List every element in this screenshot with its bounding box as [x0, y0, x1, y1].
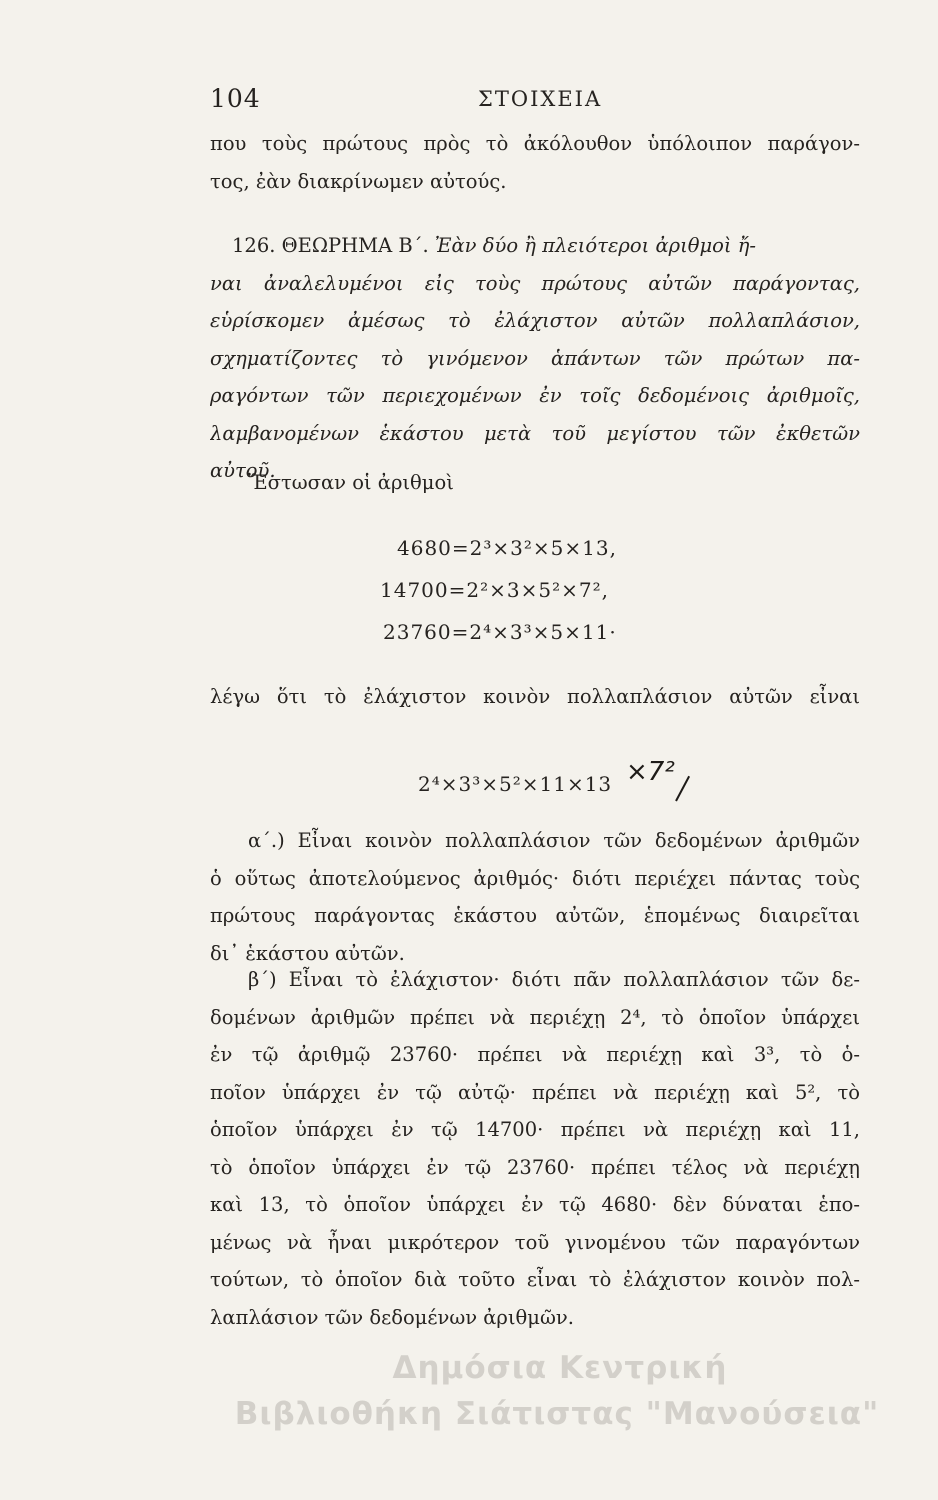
paragraph-continuation	[210, 125, 860, 200]
text-line: λαπλάσιον τῶν δεδομένων ἀριθμῶν.	[210, 1305, 574, 1329]
lcm-result: 2⁴×3³×5²×11×13	[418, 772, 613, 796]
theorem-line: αὐτοῦ.	[210, 459, 276, 482]
equation-14700: 14700=2²×3×5²×7²,	[380, 578, 609, 602]
text-line: τούτων, τὸ ὁποῖον διὰ τοῦτο εἶναι τὸ ἐλάχιστον κοινὸν πολ-	[210, 1268, 860, 1291]
text-line: ὁποῖον ὑπάρχει ἐν τῷ 14700· πρέπει νὰ περιέχῃ καὶ 11,	[210, 1118, 860, 1141]
text-line: ἐν τῷ ἀριθμῷ 23760· πρέπει νὰ περιέχῃ καὶ 3³, τὸ ὁ-	[210, 1043, 860, 1066]
handwritten-stroke	[675, 776, 690, 802]
theorem-label: 126. ΘΕΩΡΗΜΑ Β΄.	[232, 234, 429, 257]
theorem-line: λαμβανομένων ἑκάστου μετὰ τοῦ μεγίστου τῶν ἐκθετῶν	[210, 421, 860, 445]
text-line: β΄) Εἶναι τὸ ἐλάχιστον· διότι πᾶν πολλαπλάσιον τῶν δε-	[248, 968, 860, 991]
library-watermark-line1: Δημόσια Κεντρική	[392, 1350, 728, 1386]
text-line: Ἔστωσαν οἱ ἀριθμοὶ	[248, 471, 454, 494]
text-line: τὸ ὁποῖον ὑπάρχει ἐν τῷ 23760· πρέπει τέλος νὰ περιέχῃ	[210, 1155, 860, 1179]
theorem-line: ναι ἀναλελυμένοι εἰς τοὺς πρώτους αὐτῶν παράγοντας,	[210, 271, 860, 295]
paragraph-intro	[210, 464, 860, 502]
paragraph-claim	[210, 678, 860, 716]
handwritten-annotation: ×7²	[626, 757, 675, 787]
page-number: 104	[210, 84, 261, 113]
theorem-paragraph	[210, 227, 860, 490]
equation-4680: 4680=2³×3²×5×13,	[397, 536, 617, 560]
text-line: α΄.) Εἶναι κοινὸν πολλαπλάσιον τῶν δεδομένων ἀριθμῶν	[248, 829, 860, 852]
text-line: που τοὺς πρώτους πρὸς τὸ ἀκόλουθον ὑπόλοιπον παράγον-	[210, 132, 860, 155]
text-line: δι᾿ ἑκάστου αὐτῶν.	[210, 941, 405, 965]
text-line: πρώτους παράγοντας ἑκάστου αὐτῶν, ἑπομένως διαιρεῖται	[210, 904, 860, 927]
equation-23760: 23760=2⁴×3³×5×11·	[383, 620, 617, 644]
text-line: λέγω ὅτι τὸ ἐλάχιστον κοινὸν πολλαπλάσιον αὐτῶν εἶναι	[210, 685, 860, 708]
paragraph-proof-b	[210, 961, 860, 1336]
theorem-text: Ἐὰν δύο ἢ πλειότεροι ἀριθμοὶ ἤ-	[434, 234, 757, 257]
library-watermark-line2: Βιβλιοθήκη Σιάτιστας "Μανούσεια"	[234, 1396, 880, 1432]
text-line: τος, ἐὰν διακρίνωμεν αὐτούς.	[210, 169, 507, 193]
running-head: ΣΤΟΙΧΕΙΑ	[478, 87, 603, 111]
theorem-line: εὑρίσκομεν ἀμέσως τὸ ἐλάχιστον αὐτῶν πολλαπλάσιον,	[210, 309, 860, 332]
theorem-first-line	[210, 227, 860, 265]
text-line: ποῖον ὑπάρχει ἐν τῷ αὐτῷ· πρέπει νὰ περιέχῃ καὶ 5², τὸ	[210, 1080, 860, 1104]
text-line: δομένων ἀριθμῶν πρέπει νὰ περιέχῃ 2⁴, τὸ ὁποῖον ὑπάρχει	[210, 1005, 860, 1029]
text-line: ὁ οὕτως ἀποτελούμενος ἀριθμός· διότι περιέχει πάντας τοὺς	[210, 866, 860, 890]
text-line: καὶ 13, τὸ ὁποῖον ὑπάρχει ἐν τῷ 4680· δὲν δύναται ἑπο-	[210, 1193, 860, 1216]
theorem-line: σχηματίζοντες τὸ γινόμενον ἁπάντων τῶν πρώτων πα-	[210, 346, 860, 370]
theorem-line: ραγόντων τῶν περιεχομένων ἐν τοῖς δεδομένοις ἀριθμοῖς,	[210, 384, 860, 407]
page-header	[210, 84, 860, 120]
text-line: μένως νὰ ἦναι μικρότερον τοῦ γινομένου τῶν παραγόντων	[210, 1230, 860, 1254]
paragraph-proof-a	[210, 822, 860, 972]
